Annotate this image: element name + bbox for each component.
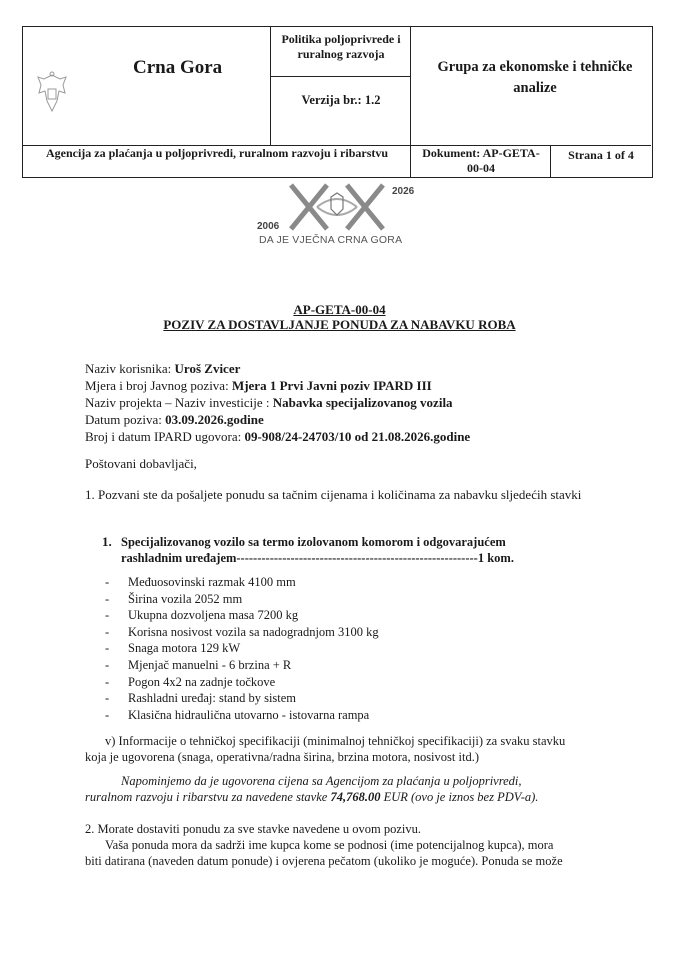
note-v-line1: v) Informacije o tehničkoj specifikaciji (minimalnoj tehničkoj specifikaciji) za svaku stavku xyxy=(105,734,566,748)
bullet-dash: - xyxy=(105,624,110,639)
note-v-line2: koja je ugovorena (snaga, operativna/radna širina, brzina motora, nosivost itd.) xyxy=(85,750,479,764)
bullet-dash: - xyxy=(105,707,110,722)
bullet-dash: - xyxy=(105,591,110,606)
info-line-contract: Broj i datum IPARD ugovora: 09-908/24-24703/10 od 21.08.2026.godine xyxy=(85,429,471,444)
version-number: Verzija br.: 1.2 xyxy=(301,93,381,107)
info-line-date: Datum poziva: 03.09.2026.godine xyxy=(85,412,264,427)
contract-amount: 74,768.00 xyxy=(330,790,381,804)
bullet-dash: - xyxy=(105,608,110,623)
item-description-line1: Specijalizovanog vozilo sa termo izolovanom komorom i odgovarajućem xyxy=(121,535,506,549)
agency-name: Agencija za plaćanja u poljoprivredi, ruralnom razvoju i ribarstvu xyxy=(45,146,389,160)
bullet-dash: - xyxy=(105,674,110,689)
header-country-cell xyxy=(23,27,271,145)
bullet-dash: - xyxy=(105,691,110,706)
document-title: POZIV ZA DOSTAVLJANJE PONUDA ZA NABAVKU ROBA xyxy=(163,317,516,332)
coat-of-arms-icon xyxy=(35,71,69,115)
header-agency-cell xyxy=(23,145,411,177)
bullet-dash: - xyxy=(105,641,110,656)
item-description-line2: rashladnim uređajem----------------------------------------------------------1 kom. xyxy=(121,551,514,565)
item-number: 1. xyxy=(102,534,112,549)
remark-line2: ruralnom razvoju i ribarstvu za navedene stavke 74,768.00 EUR (ovo je iznos bez PDV-a). xyxy=(85,790,539,804)
logo-year-right: 2026 xyxy=(392,186,415,197)
point-2-line3: biti datirana (naveden datum ponude) i ovjerena pečatom (ukoliko je moguće). Ponuda se može xyxy=(85,854,563,868)
spec-item-text: Širina vozila 2052 mm xyxy=(128,591,243,606)
bullet-dash: - xyxy=(105,658,110,672)
bullet-dash: - xyxy=(105,575,110,589)
greeting: Poštovani dobavljači, xyxy=(85,456,197,471)
page-number: Strana 1 of 4 xyxy=(568,148,634,162)
spec-item-text: Korisna nosivost vozila sa nadogradnjom 3100 kg xyxy=(128,624,379,639)
header-table xyxy=(22,26,653,178)
remark-line1: Napominjemo da je ugovorena cijena sa Agencijom za plaćanja u poljoprivredi, xyxy=(121,774,522,788)
policy-name: Politika poljoprivrede i ruralnog razvoja xyxy=(281,32,401,61)
header-version-cell xyxy=(271,77,411,145)
logo-year-left: 2006 xyxy=(257,221,280,232)
anniversary-logo xyxy=(255,183,430,248)
header-page-cell xyxy=(551,145,651,177)
group-name: Grupa za ekonomske i tehničke analize xyxy=(437,59,633,96)
spec-item-text: Međuosovinski razmak 4100 mm xyxy=(128,575,296,589)
spec-item-text: Pogon 4x2 na zadnje točkove xyxy=(128,674,276,689)
header-document-cell xyxy=(411,145,551,177)
document-id: Dokument: AP-GETA-00-04 xyxy=(422,146,540,175)
header-group-cell xyxy=(411,27,651,145)
spec-item-text: Klasična hidraulična utovarno - istovarna rampa xyxy=(128,707,370,722)
spec-item-text: Ukupna dozvoljena masa 7200 kg xyxy=(128,608,299,623)
info-line-project: Naziv projekta – Naziv investicije : Nabavka specijalizovanog vozila xyxy=(85,395,453,410)
country-name: Crna Gora xyxy=(133,57,223,78)
spec-item-text: Rashladni uređaj: stand by sistem xyxy=(128,691,297,706)
info-line-beneficiary: Naziv korisnika: Uroš Zvicer xyxy=(85,361,241,376)
point-1: 1. Pozvani ste da pošaljete ponudu sa tačnim cijenama i količinama za nabavku sljedećih stavki xyxy=(85,487,582,502)
document-code-heading: AP-GETA-00-04 xyxy=(293,302,386,317)
logo-slogan: DA JE VJEČNA CRNA GORA xyxy=(259,234,403,246)
point-2-line1: 2. Morate dostaviti ponudu za sve stavke navedene u ovom pozivu. xyxy=(85,822,422,836)
header-policy-cell xyxy=(271,27,411,77)
xx-logo-icon xyxy=(287,183,387,231)
info-line-measure: Mjera i broj Javnog poziva: Mjera 1 Prvi Javni poziv IPARD III xyxy=(85,378,432,393)
point-2-line2: Vaša ponuda mora da sadrži ime kupca kome se podnosi (ime potencijalnog kupca), mora xyxy=(105,838,554,852)
spec-item-text: Mjenjač manuelni - 6 brzina + R xyxy=(128,658,292,672)
spec-item-text: Snaga motora 129 kW xyxy=(128,641,241,656)
